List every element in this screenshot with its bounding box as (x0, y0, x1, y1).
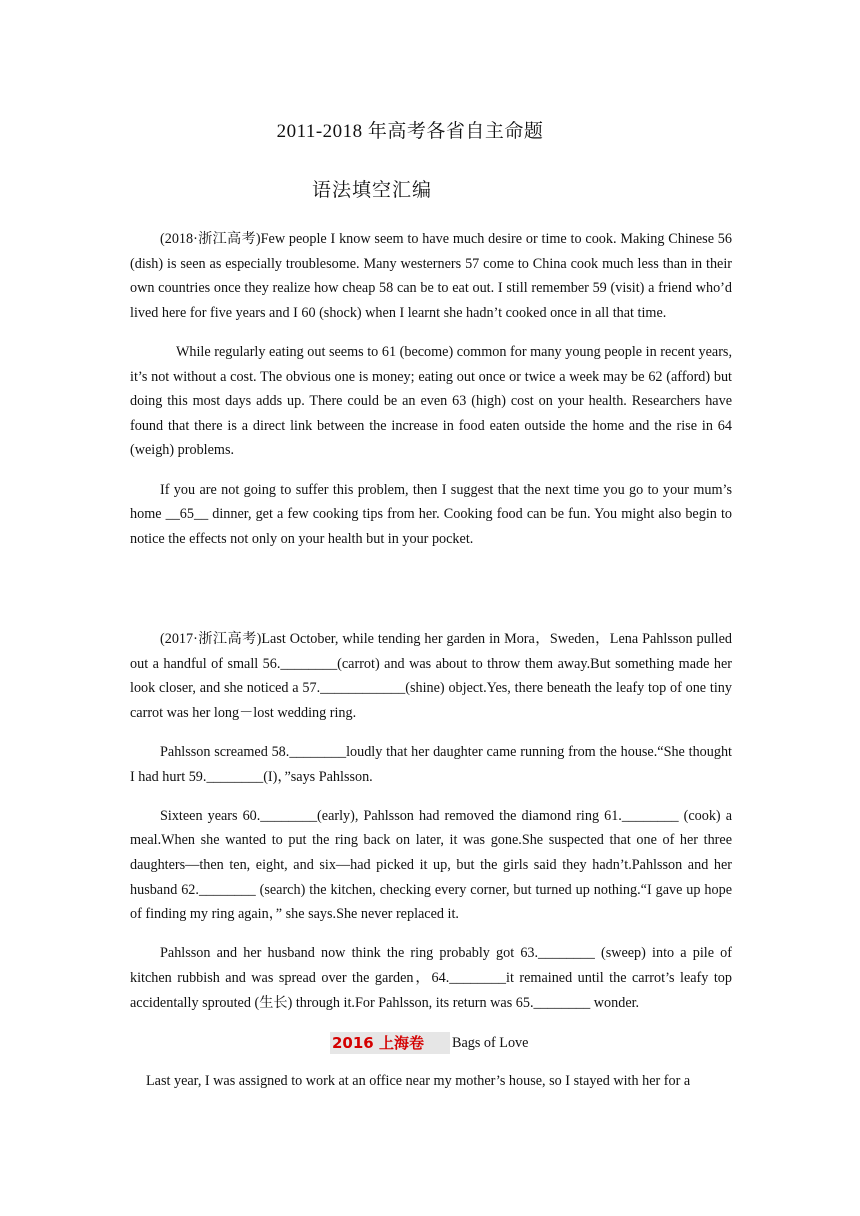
section-2018 (130, 227, 732, 566)
section-2016-tag: 2016 上海卷 (330, 1032, 450, 1054)
section-2017 (130, 627, 732, 1030)
section-2016-title: Bags of Love (451, 1034, 529, 1051)
document-title: 2011-2018 年高考各省自主命题 (276, 121, 544, 142)
document-subtitle: 语法填空汇编 (312, 180, 433, 201)
section-2017-paragraph-1: (2017·浙江高考)Last October, while tending her garden in Mora，Sweden，Lena Pahlsson pulled out a handful of small 56.________(carrot) and was about to throw them away.But something made her look closer, and she noticed a 57.____________(shine) object.Yes, there beneath the leafy top of one tiny carrot was her long－lost wedding ring. (130, 631, 732, 721)
section-2018-paragraph-1: (2018·浙江高考)Few people I know seem to have much desire or time to cook. Making Chinese 56 (dish) is seen as especially troublesome. Many westerners 57 come to China cook much less than in their own countries once they realize how cheap 58 can be to eat out. I still remember 59 (visit) a friend who’d lived here for five years and I 60 (shock) when I learnt she hadn’t cooked once in all that time. (130, 231, 732, 321)
section-2018-paragraph-3: If you are not going to suffer this problem, then I suggest that the next time you go to your mum’s home __65__ dinner, get a few cooking tips from her. Cooking food can be fun. You might also begin to notice the effects not only on your health but in your pocket. (130, 481, 732, 547)
section-2017-paragraph-3: Sixteen years 60.________(early), Pahlsson had removed the diamond ring 61.________ (cook) a meal.When she wanted to put the ring back on later, it was gone.She suspected that one of her three daughters—then ten, eight, and six—had picked it up, but the girls said they hadn’t.Pahlsson and her husband 62.________ (search) the kitchen, checking every corner, but turned up nothing.“I gave up hope of finding my ring again，” she says.She never replaced it. (130, 807, 732, 923)
section-2017-paragraph-4: Pahlsson and her husband now think the ring probably got 63.________ (sweep) into a pile of kitchen rubbish and was spread over the garden，64.________it remained until the carrot’s leafy top accidentally sprouted (生长) through it.For Pahlsson, its return was 65.________ wonder. (130, 945, 732, 1011)
section-2017-paragraph-2: Pahlsson screamed 58.________loudly that her daughter came running from the house.“She thought I had hurt 59.________(I)，”says Pahlsson. (130, 743, 732, 785)
section-2016-heading (330, 1032, 528, 1054)
section-2018-paragraph-2: While regularly eating out seems to 61 (become) common for many young people in recent years, it’s not without a cost. The obvious one is money; eating out once or twice a week may be 62 (afford) but doing this most days adds up. There could be an even 63 (high) cost on your health. Researchers have found that there is a direct link between the increase in food eaten outside the home and the rise in 64 (weigh) problems. (130, 343, 732, 459)
section-2016-first-line: Last year, I was assigned to work at an office near my mother’s house, so I stayed with her for a (146, 1073, 691, 1089)
